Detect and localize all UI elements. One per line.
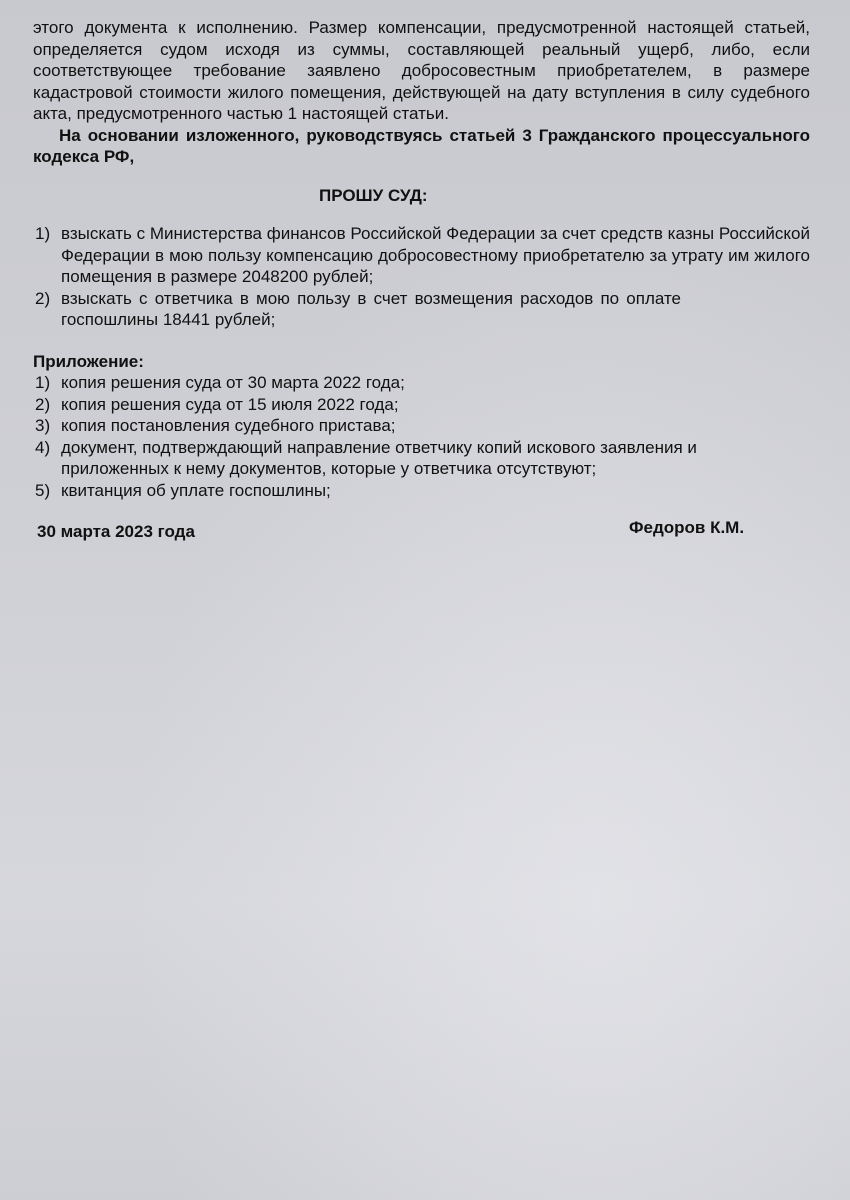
claim-number: 1) xyxy=(35,224,51,243)
claim-number: 2) xyxy=(35,288,51,308)
claim-item xyxy=(33,223,810,288)
attachments-title: Приложение: xyxy=(33,351,144,371)
claim-item xyxy=(33,288,810,331)
attachment-text: копия решения суда от 15 июля 2022 года; xyxy=(61,394,399,414)
basis-paragraph: На основании изложенного, руководствуясь статьей 3 Гражданского процессуального кодекса РФ, xyxy=(33,125,810,166)
document-footer xyxy=(33,518,810,543)
attachment-item xyxy=(33,394,810,416)
document-body xyxy=(33,17,810,543)
claims-list xyxy=(33,223,810,331)
attachments-list xyxy=(33,372,810,501)
attachment-number: 5) xyxy=(35,480,51,500)
attachment-number: 4) xyxy=(35,437,51,457)
request-heading: ПРОШУ СУД: xyxy=(319,185,428,205)
claim-text: взыскать с ответчика в мою пользу в счет возмещения расходов по оплате госпошлины 18441 рублей; xyxy=(61,288,681,329)
attachment-text: документ, подтверждающий направление ответчику копий искового заявления и приложенных к нему документов, которые у ответчика отсутствуют; xyxy=(61,437,697,478)
attachment-item xyxy=(33,480,810,502)
claim-text: взыскать с Министерства финансов Российской Федерации за счет средств казны Российской Федерации в мою пользу компенсацию добросовестному приобретателю за утрату им жилого помещения в размере 2048200 рублей; xyxy=(61,224,810,286)
signature-name: Федоров К.М. xyxy=(629,518,745,537)
attachment-item xyxy=(33,437,810,480)
attachment-text: квитанция об уплате госпошлины; xyxy=(61,480,331,500)
attachment-item xyxy=(33,415,810,437)
intro-paragraph: этого документа к исполнению. Размер компенсации, предусмотренной настоящей статьей, определяется судом исходя из суммы, составляющей реальный ущерб, либо, если соответствующее требование заявлено добросовестным приобретателем, в размере кадастровой стоимости жилого помещения, действующей на дату вступления в силу судебного акта, предусмотренного частью 1 настоящей статьи. xyxy=(33,18,810,123)
attachment-item xyxy=(33,372,810,394)
attachment-text: копия постановления судебного пристава; xyxy=(61,416,396,435)
attachment-number: 2) xyxy=(35,394,51,414)
document-date: 30 марта 2023 года xyxy=(37,522,195,541)
attachment-number: 3) xyxy=(35,416,51,435)
attachment-text: копия решения суда от 30 марта 2022 года; xyxy=(61,373,405,392)
attachment-number: 1) xyxy=(35,373,51,392)
